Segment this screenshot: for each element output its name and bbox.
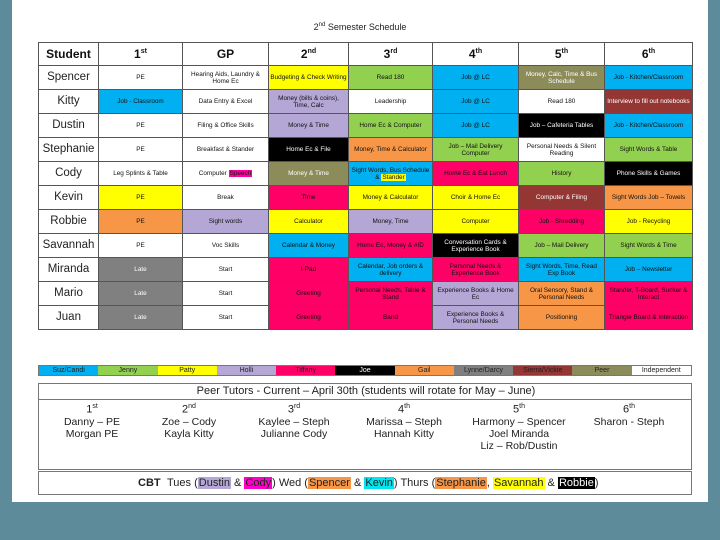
schedule-cell: PE [99, 114, 183, 138]
schedule-cell: History [519, 162, 605, 186]
schedule-cell: Sight Words, Time, Read Exp Book [519, 258, 605, 282]
peer-period-column [464, 401, 574, 452]
column-header-suffix: rd [390, 48, 398, 55]
legend-swatch: Lynne/Darcy [454, 366, 513, 375]
schedule-cell: Stander, T-Board, Sucker & Interact [605, 282, 693, 306]
schedule-row [39, 282, 693, 306]
cbt-days-text [167, 472, 598, 494]
period-suffix: nd [188, 403, 196, 410]
column-header-suffix: th [475, 48, 483, 55]
period-number: 3 [287, 403, 294, 416]
column-header-label: 3 [383, 47, 391, 61]
peer-period-column [239, 401, 349, 440]
schedule-cell: Job @ LC [433, 114, 519, 138]
schedule-cell: Money, Time [349, 210, 433, 234]
column-header-suffix: st [140, 48, 147, 55]
period-number: 5 [513, 403, 520, 416]
schedule-cell: Leadership [349, 90, 433, 114]
column-header-label: 4 [468, 47, 476, 61]
cbt-text: & [544, 477, 558, 489]
schedule-cell: Sight Words & Time [605, 234, 693, 258]
peer-tutors-title: Peer Tutors - Current – April 30th (students will rotate for May – June) [196, 385, 536, 397]
schedule-cell: Time [269, 186, 349, 210]
peer-assignment: Kayla Kitty [164, 427, 214, 440]
schedule-cell: Greeting [269, 306, 349, 330]
schedule-cell: Greeting [269, 282, 349, 306]
schedule-cell: Calendar & Money [269, 234, 349, 258]
schedule-cell: Late [99, 306, 183, 330]
legend-swatch: Independent [632, 366, 691, 375]
peer-period-heading [134, 401, 244, 416]
schedule-cell: Home Ec & Computer [349, 114, 433, 138]
column-header-label: 1 [134, 47, 141, 61]
peer-tutors-box [38, 383, 692, 470]
peer-assignment: Joel Miranda [488, 427, 550, 440]
column-header [519, 43, 605, 66]
cbt-student: Robbie [558, 477, 594, 489]
highlighted-word: Stander [382, 173, 405, 181]
schedule-cell: Oral Sensory, Stand & Personal Needs [519, 282, 605, 306]
student-name: Kitty [39, 90, 99, 114]
document-page [12, 0, 708, 502]
schedule-cell: Voc Skills [183, 234, 269, 258]
column-header [39, 43, 99, 66]
schedule-cell: Sight Words, Bus Schedule & Stander [349, 162, 433, 186]
period-suffix: th [404, 403, 410, 410]
schedule-cell: Conversation Cards & Experience Book [433, 234, 519, 258]
schedule-cell: Computer & Filing [519, 186, 605, 210]
schedule-cell: Read 180 [349, 66, 433, 90]
student-name: Miranda [39, 258, 99, 282]
schedule-row [39, 258, 693, 282]
period-number: 6 [623, 403, 630, 416]
schedule-cell: Sight Words Job – Towels [605, 186, 693, 210]
schedule-cell: Start [183, 258, 269, 282]
schedule-cell: Leg Splints & Table [99, 162, 183, 186]
schedule-cell: Positioning [519, 306, 605, 330]
peer-period-heading [349, 401, 459, 416]
schedule-cell: Experience Books & Personal Needs [433, 306, 519, 330]
schedule-cell: Hearing Aids, Laundry & Home Ec [183, 66, 269, 90]
student-name: Savannah [39, 234, 99, 258]
schedule-cell: Job - Shredding [519, 210, 605, 234]
column-header [433, 43, 519, 66]
peer-assignment: Danny – PE [63, 415, 121, 428]
schedule-cell: Job – Mail Delivery [519, 234, 605, 258]
cbt-text: & [350, 477, 365, 489]
period-number: 2 [182, 403, 189, 416]
schedule-row [39, 114, 693, 138]
peer-assignment: Julianne Cody [260, 427, 328, 440]
peer-period-heading [574, 401, 684, 416]
peer-assignment: Morgan PE [65, 427, 119, 440]
cbt-text: Tues ( [167, 477, 198, 489]
schedule-cell: Personal Needs & Experience Book [433, 258, 519, 282]
column-header [99, 43, 183, 66]
schedule-cell: PE [99, 186, 183, 210]
schedule-cell: Home Ec & Eat Lunch [433, 162, 519, 186]
schedule-row [39, 138, 693, 162]
schedule-cell: Job – Mail Delivery Computer [433, 138, 519, 162]
schedule-cell: Break [183, 186, 269, 210]
schedule-cell: Calculator [269, 210, 349, 234]
slide-frame-right [708, 0, 720, 540]
period-suffix: rd [293, 403, 301, 410]
schedule-cell: Job - Kitchen/Classroom [605, 114, 693, 138]
schedule-title: 2nd Semester Schedule [313, 22, 407, 32]
schedule-row [39, 90, 693, 114]
peer-assignment: Marissa – Steph [366, 415, 442, 428]
student-name: Kevin [39, 186, 99, 210]
schedule-cell: Job – Newsletter [605, 258, 693, 282]
peer-assignment: Zoe – Cody [161, 415, 217, 428]
schedule-cell: Money & Calculator [349, 186, 433, 210]
schedule-cell: Job - Classroom [99, 90, 183, 114]
cbt-student: Spencer [308, 477, 350, 489]
cbt-label: CBT [138, 477, 161, 489]
schedule-cell: Interview to fill out notebooks [605, 90, 693, 114]
schedule-cell: Late [99, 258, 183, 282]
legend-swatch: Patty [158, 366, 217, 375]
legend-swatch: Tiffany [276, 366, 335, 375]
schedule-cell: Triangle Board & Interaction [605, 306, 693, 330]
period-suffix: st [92, 403, 98, 410]
schedule-cell: Home Ec, Money & #ID [349, 234, 433, 258]
peer-period-heading [464, 401, 574, 416]
period-suffix: th [629, 403, 635, 410]
column-header-label: GP [216, 47, 235, 61]
peer-assignment: Kaylee – Steph [258, 415, 330, 428]
column-header [605, 43, 693, 66]
schedule-table [38, 42, 693, 330]
legend-swatch: Suz/Candi [39, 366, 98, 375]
schedule-cell: Choir & Home Ec [433, 186, 519, 210]
legend-swatch: Peer [572, 366, 631, 375]
schedule-cell: Sight Words & Table [605, 138, 693, 162]
slide-frame-bottom [0, 502, 720, 540]
student-name: Juan [39, 306, 99, 330]
cbt-text: ) Wed ( [272, 477, 308, 489]
cbt-student: Dustin [198, 477, 230, 489]
student-name: Robbie [39, 210, 99, 234]
column-header-suffix: th [561, 48, 569, 55]
schedule-cell: Late [99, 282, 183, 306]
cbt-student: Kevin [365, 477, 393, 489]
schedule-cell: Money & Time [269, 114, 349, 138]
schedule-cell: Home Ec & File [269, 138, 349, 162]
schedule-row [39, 186, 693, 210]
legend-swatch: Gail [395, 366, 454, 375]
schedule-cell: PE [99, 66, 183, 90]
schedule-cell: Phone Skills & Games [605, 162, 693, 186]
legend-swatch: Holli [217, 366, 276, 375]
cbt-text: ) [594, 477, 599, 489]
schedule-cell: Band [349, 306, 433, 330]
staff-color-legend [38, 365, 692, 376]
column-header-label: 2 [300, 47, 308, 61]
peer-assignment: Sharon - Steph [593, 415, 665, 428]
peer-period-column [134, 401, 244, 440]
schedule-cell: Calendar, Job orders & delivery [349, 258, 433, 282]
schedule-cell: Job - Recycling [605, 210, 693, 234]
peer-assignment: Liz – Rob/Dustin [480, 439, 558, 452]
column-header-suffix: nd [307, 48, 317, 55]
highlighted-word: Speech [229, 170, 252, 177]
cbt-text: , [486, 477, 493, 489]
schedule-cell: Job @ LC [433, 90, 519, 114]
legend-swatch: Joe [335, 366, 394, 375]
schedule-cell: Job @ LC [433, 66, 519, 90]
peer-period-heading [239, 401, 349, 416]
period-suffix: th [519, 403, 525, 410]
cbt-text: ) Thurs ( [393, 477, 436, 489]
column-header-label: Student [46, 47, 91, 61]
schedule-cell: Personal Needs & Silent Reading [519, 138, 605, 162]
schedule-cell: Budgeting & Check Writing [269, 66, 349, 90]
peer-assignment: Hannah Kitty [373, 427, 435, 440]
schedule-cell: Money, Time & Calculator [349, 138, 433, 162]
cbt-student: Stephanie [436, 477, 486, 489]
legend-swatch: Sierra/Vickie [513, 366, 572, 375]
cbt-text: & [230, 477, 245, 489]
schedule-cell: Filing & Office Skills [183, 114, 269, 138]
schedule-row [39, 210, 693, 234]
schedule-cell: Money (bills & coins), Time, Calc [269, 90, 349, 114]
peer-assignment: Harmony – Spencer [472, 415, 566, 428]
peer-period-column [37, 401, 147, 440]
student-name: Mario [39, 282, 99, 306]
period-number: 1 [86, 403, 93, 416]
peer-period-column [349, 401, 459, 440]
legend-swatch: Jenny [98, 366, 157, 375]
schedule-cell: Job – Cafeteria Tables [519, 114, 605, 138]
schedule-cell: PE [99, 234, 183, 258]
slide-frame-left [0, 0, 12, 540]
schedule-row [39, 162, 693, 186]
cbt-student: Savannah [493, 477, 544, 489]
column-header [183, 43, 269, 66]
student-name: Dustin [39, 114, 99, 138]
schedule-cell: Read 180 [519, 90, 605, 114]
schedule-cell: Start [183, 306, 269, 330]
column-header-label: 6 [641, 47, 649, 61]
peer-period-heading [37, 401, 147, 416]
schedule-cell: Computer Speech [183, 162, 269, 186]
schedule-cell: Experience Books & Home Ec [433, 282, 519, 306]
schedule-cell: Personal Needs, Table & Stand [349, 282, 433, 306]
column-header-label: 5 [554, 47, 562, 61]
column-header [269, 43, 349, 66]
cbt-schedule-box [38, 471, 692, 495]
schedule-cell: Data Entry & Excel [183, 90, 269, 114]
schedule-cell: Money, Calc, Time & Bus Schedule [519, 66, 605, 90]
cbt-student: Cody [245, 477, 272, 489]
student-name: Spencer [39, 66, 99, 90]
schedule-cell: Breakfast & Stander [183, 138, 269, 162]
schedule-row [39, 306, 693, 330]
student-name: Cody [39, 162, 99, 186]
schedule-cell: Sight words [183, 210, 269, 234]
schedule-cell: PE [99, 210, 183, 234]
schedule-cell: I-Pad [269, 258, 349, 282]
schedule-row [39, 234, 693, 258]
student-name: Stephanie [39, 138, 99, 162]
schedule-cell: Start [183, 282, 269, 306]
column-header-suffix: th [648, 48, 656, 55]
schedule-cell: Computer [433, 210, 519, 234]
peer-divider [39, 399, 691, 400]
column-header [349, 43, 433, 66]
schedule-row [39, 66, 693, 90]
peer-period-column [574, 401, 684, 428]
period-number: 4 [398, 403, 405, 416]
schedule-cell: PE [99, 138, 183, 162]
schedule-cell: Job - Kitchen/Classroom [605, 66, 693, 90]
schedule-header-row [39, 43, 693, 66]
schedule-cell: Money & Time [269, 162, 349, 186]
